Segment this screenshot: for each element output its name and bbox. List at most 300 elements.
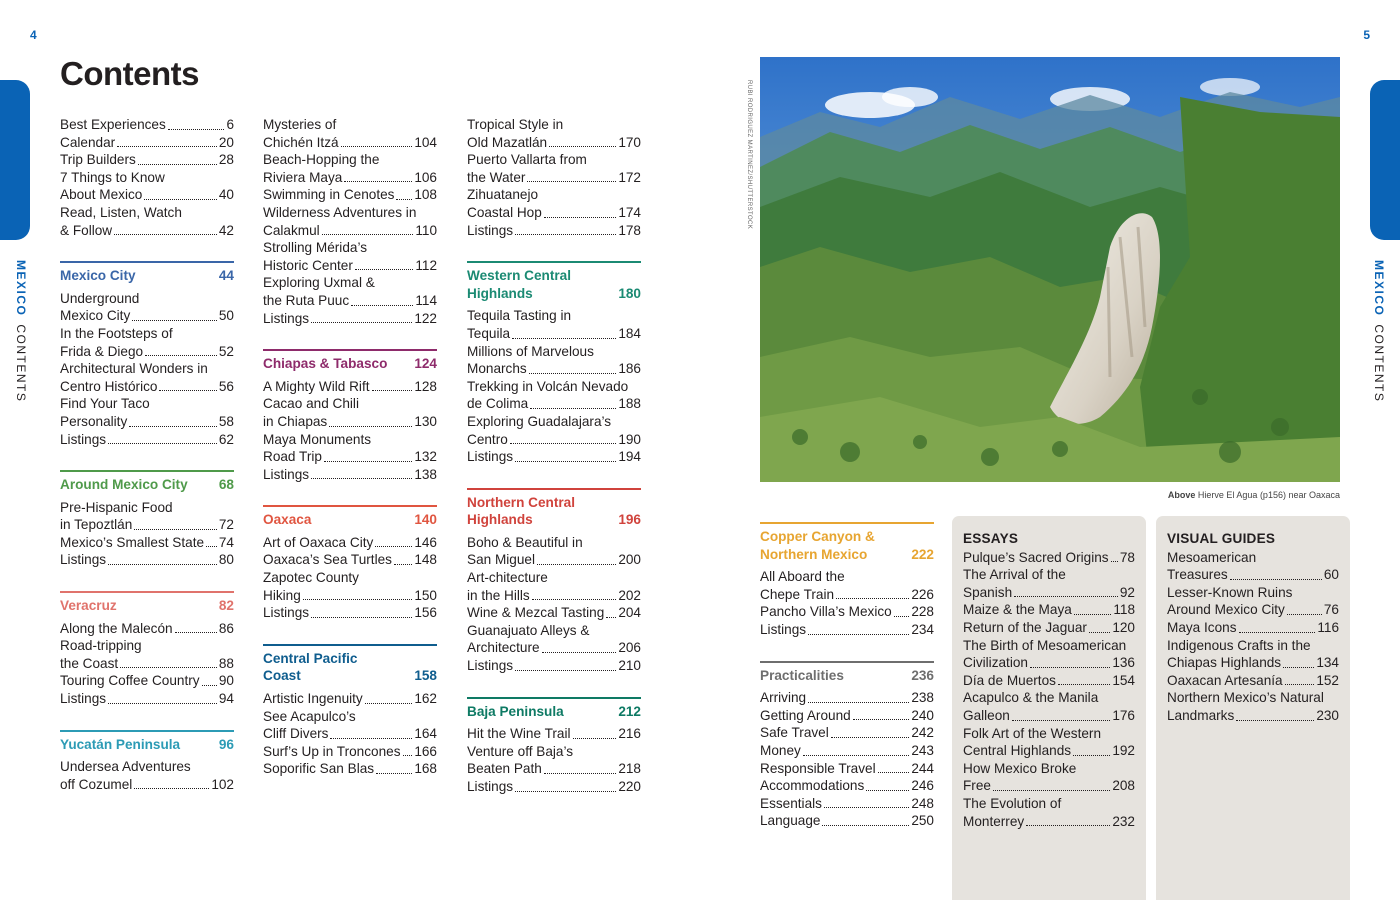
dot-leader [375, 546, 412, 547]
entry-page: 156 [414, 605, 437, 621]
entry-page: 186 [618, 361, 641, 377]
section-heading[interactable] [467, 267, 641, 302]
entry-title: About Mexico [60, 187, 143, 203]
section-title [263, 511, 311, 529]
section-title [467, 703, 564, 721]
section-page: 222 [911, 546, 934, 562]
entry-row [467, 760, 641, 778]
entry-title-line: Trekking in Volcán Nevado [467, 378, 629, 394]
entry-page: 78 [1119, 549, 1135, 565]
toc-entry[interactable] [963, 760, 1135, 795]
toc-section [760, 522, 934, 639]
entry-page: 220 [618, 779, 641, 794]
entry-row [1167, 601, 1339, 619]
section-title [760, 528, 875, 563]
entry-page: 62 [218, 431, 234, 447]
toc-entry[interactable] [760, 707, 934, 725]
entry-title: Landmarks [1167, 707, 1235, 723]
toc-column-1 [60, 116, 234, 815]
entry-page: 112 [415, 257, 437, 273]
dot-leader [114, 234, 217, 235]
toc-entry[interactable] [963, 725, 1135, 760]
dot-leader [108, 703, 217, 704]
dot-leader [808, 702, 909, 703]
entry-row [467, 395, 641, 413]
toc-entry[interactable] [963, 672, 1135, 690]
section-heading[interactable] [263, 650, 437, 685]
entry-title-line: Beach-Hopping the [263, 152, 380, 168]
entry-row [263, 186, 437, 204]
entry-title: & Follow [60, 222, 113, 238]
toc-entry[interactable] [60, 116, 234, 134]
entry-page: 128 [414, 378, 437, 394]
entry-page: 58 [218, 413, 234, 429]
dot-leader [510, 443, 617, 444]
toc-entry[interactable] [263, 116, 437, 151]
section-title [60, 597, 117, 615]
entry-page: 110 [415, 222, 437, 238]
entry-title-line: See Acapulco’s [263, 708, 356, 724]
entry-row [963, 549, 1135, 567]
entry-page: 226 [911, 586, 934, 602]
entry-page: 150 [414, 587, 437, 603]
toc-section [760, 661, 934, 830]
entry-row [60, 551, 234, 569]
toc-entry[interactable] [467, 343, 641, 378]
section-page: 196 [618, 512, 641, 528]
entry-page: 240 [911, 707, 934, 723]
entry-title: Pancho Villa’s Mexico [760, 604, 892, 620]
entry-title: Accommodations [760, 778, 865, 794]
entry-page: 218 [618, 761, 641, 777]
entry-title-line: Puerto Vallarta from [467, 152, 587, 168]
entry-title: Responsible Travel [760, 760, 876, 776]
entry-row [60, 378, 234, 396]
entry-row [963, 654, 1135, 672]
entry-row [60, 134, 234, 152]
dot-leader [403, 755, 413, 756]
side-label-right [1372, 260, 1386, 402]
dot-leader [549, 146, 616, 147]
toc-entry[interactable] [1167, 689, 1339, 724]
toc-entry[interactable] [467, 778, 641, 796]
entry-row [60, 620, 234, 638]
entry-title: Wine & Mezcal Tasting [467, 605, 605, 621]
toc-entry[interactable] [760, 742, 934, 760]
entry-row [263, 587, 437, 605]
section-page: 180 [618, 285, 641, 301]
toc-entry[interactable] [60, 151, 234, 169]
thumb-tab-left [0, 80, 30, 240]
section-title-line: Around Mexico City [60, 477, 188, 493]
dot-leader [355, 269, 413, 270]
toc-section [467, 488, 641, 675]
entry-row [467, 204, 641, 222]
entry-title: in Chiapas [263, 413, 328, 429]
entry-title: Road Trip [263, 449, 322, 465]
entry-title: Listings [60, 691, 107, 707]
entry-page: 56 [218, 378, 234, 394]
toc-entry[interactable] [60, 499, 234, 534]
section-heading[interactable] [60, 597, 234, 615]
toc-entry[interactable] [263, 274, 437, 309]
entry-row [263, 134, 437, 152]
entry-row [760, 777, 934, 795]
entry-title: Old Mazatlán [467, 134, 548, 150]
dot-leader [515, 791, 616, 792]
entry-page: 132 [414, 449, 437, 465]
dot-leader [344, 181, 412, 182]
toc-entry[interactable] [467, 448, 641, 466]
toc-entry[interactable] [60, 169, 234, 204]
entry-title-line: The Evolution of [963, 795, 1062, 811]
toc-entry[interactable] [263, 534, 437, 552]
toc-entry[interactable] [263, 395, 437, 430]
entry-title: the Water [467, 169, 526, 185]
entry-page: 146 [414, 534, 437, 550]
entry-row [263, 690, 437, 708]
entry-page: 174 [618, 204, 641, 220]
toc-entry[interactable] [60, 431, 234, 449]
dot-leader [341, 146, 413, 147]
toc-entry[interactable] [263, 551, 437, 569]
toc-entry[interactable] [60, 672, 234, 690]
entry-row [263, 257, 437, 275]
toc-entry[interactable] [760, 777, 934, 795]
dot-leader [542, 652, 617, 653]
entry-title: Along the Malecón [60, 620, 173, 636]
section-title [467, 267, 571, 302]
entry-title: Pulque’s Sacred Origins [963, 549, 1109, 565]
entry-title: Trip Builders [60, 152, 136, 168]
dot-leader [311, 478, 412, 479]
entry-page: 134 [1316, 655, 1339, 671]
section-heading[interactable] [263, 355, 437, 373]
dot-leader [365, 703, 413, 704]
entry-row [963, 601, 1135, 619]
entry-page: 114 [415, 292, 437, 308]
entry-title: Art of Oaxaca City [263, 534, 374, 550]
dot-leader [311, 617, 412, 618]
toc-entry[interactable] [963, 601, 1135, 619]
entry-title: A Mighty Wild Rift [263, 378, 370, 394]
entry-row [467, 778, 641, 796]
photo-credit: RUBI RODRIGUEZ MARTINEZ/SHUTTERSTOCK [746, 80, 752, 230]
entry-title: Essentials [760, 795, 822, 811]
toc-entry[interactable] [263, 431, 437, 466]
dot-leader [1111, 561, 1118, 562]
toc-entry[interactable] [60, 395, 234, 430]
side-label-contents: CONTENTS [14, 324, 28, 403]
entry-title: Calakmul [263, 222, 320, 238]
entry-title: Listings [467, 222, 514, 238]
entry-title: Listings [263, 605, 310, 621]
dot-leader [396, 199, 412, 200]
toc-entry[interactable] [60, 534, 234, 552]
toc-entry[interactable] [963, 619, 1135, 637]
toc-entry[interactable] [263, 378, 437, 396]
entry-page: 184 [618, 325, 641, 341]
toc-entry[interactable] [263, 466, 437, 484]
entry-title-line: Exploring Guadalajara’s [467, 413, 612, 429]
landscape-image [760, 57, 1340, 482]
toc-entry[interactable] [60, 204, 234, 239]
entry-row [963, 619, 1135, 637]
entry-row [467, 134, 641, 152]
dot-leader [1014, 596, 1118, 597]
entry-row [467, 222, 641, 240]
entry-title: Free [963, 778, 991, 794]
toc-entry[interactable] [467, 307, 641, 342]
toc-entry[interactable] [263, 239, 437, 274]
toc-entry[interactable] [1167, 584, 1339, 619]
toc-entry[interactable] [467, 534, 641, 569]
toc-entry[interactable] [60, 620, 234, 638]
toc-entry[interactable] [467, 743, 641, 778]
toc-entry[interactable] [60, 134, 234, 152]
entry-title-line: Acapulco & the Manila [963, 690, 1099, 706]
entry-page: 106 [414, 169, 437, 185]
entry-row [60, 186, 234, 204]
toc-entry[interactable] [963, 795, 1135, 830]
dot-leader [132, 320, 217, 321]
dot-leader [311, 322, 412, 323]
dot-leader [330, 738, 412, 739]
dot-leader [134, 788, 209, 789]
dot-leader [544, 217, 617, 218]
toc-entry[interactable] [1167, 637, 1339, 672]
section-heading[interactable] [467, 494, 641, 529]
toc-entry[interactable] [467, 657, 641, 675]
dot-leader [206, 546, 217, 547]
entry-row [467, 639, 641, 657]
entry-row [760, 621, 934, 639]
toc-entry[interactable] [963, 689, 1135, 724]
dot-leader [168, 129, 225, 130]
toc-entry[interactable] [467, 622, 641, 657]
toc-entry[interactable] [263, 604, 437, 622]
entry-title: Frida & Diego [60, 343, 144, 359]
entry-row [60, 151, 234, 169]
toc-entry[interactable] [263, 186, 437, 204]
entry-title: in the Hills [467, 587, 530, 603]
toc-entry[interactable] [1167, 672, 1339, 690]
toc-entry[interactable] [1167, 549, 1339, 584]
entry-row [467, 604, 641, 622]
entry-row [467, 551, 641, 569]
section-title-line: Northern Central [467, 494, 576, 510]
entry-title-line: How Mexico Broke [963, 760, 1077, 776]
toc-entry[interactable] [760, 795, 934, 813]
section-rule [60, 261, 234, 263]
dot-leader [515, 670, 616, 671]
section-heading[interactable] [60, 476, 234, 494]
section-title-line: Northern Mexico [760, 546, 868, 562]
toc-entry[interactable] [467, 222, 641, 240]
toc-entry[interactable] [963, 566, 1135, 601]
toc-entry[interactable] [467, 725, 641, 743]
entry-page: 88 [218, 655, 234, 671]
entry-title: Listings [467, 449, 514, 465]
entry-row [467, 657, 641, 675]
toc-entry[interactable] [263, 708, 437, 743]
entry-page: 152 [1316, 672, 1339, 688]
entry-title: off Cozumel [60, 776, 133, 792]
entry-title-line: Strolling Mérida’s [263, 240, 368, 256]
entry-title-line: Pre-Hispanic Food [60, 499, 173, 515]
entry-page: 40 [218, 187, 234, 203]
dot-leader [515, 234, 616, 235]
section-title-line: Baja Peninsula [467, 703, 564, 719]
entry-title-line: Find Your Taco [60, 396, 150, 412]
section-heading[interactable] [60, 267, 234, 285]
entry-title: Chichén Itzá [263, 134, 339, 150]
toc-entry[interactable] [263, 151, 437, 186]
toc-entry[interactable] [760, 621, 934, 639]
toc-entry[interactable] [263, 204, 437, 239]
toc-entry[interactable] [467, 378, 641, 413]
entry-title-line: In the Footsteps of [60, 325, 173, 341]
dot-leader [351, 305, 413, 306]
toc-entry[interactable] [760, 812, 934, 830]
section-heading[interactable] [760, 528, 934, 563]
section-page: 44 [218, 268, 234, 284]
section-title [60, 267, 136, 285]
dot-leader [1230, 579, 1322, 580]
entry-title-line: Underground [60, 290, 140, 306]
entry-title: Arriving [760, 690, 807, 706]
entry-title: Listings [263, 466, 310, 482]
section-heading[interactable] [60, 736, 234, 754]
entry-row [60, 222, 234, 240]
entry-title-line: The Arrival of the [963, 567, 1066, 583]
entry-page: 234 [911, 621, 934, 637]
toc-entry[interactable] [60, 758, 234, 793]
entry-page: 136 [1112, 655, 1135, 671]
entry-row [760, 742, 934, 760]
entry-page: 248 [911, 795, 934, 811]
section-heading[interactable] [760, 667, 934, 685]
toc-entry[interactable] [760, 568, 934, 603]
toc-section [60, 591, 234, 708]
toc-entry[interactable] [467, 151, 641, 186]
entry-row [60, 431, 234, 449]
dot-leader [515, 461, 616, 462]
entry-page: 176 [1112, 707, 1135, 723]
entry-title: the Coast [60, 655, 119, 671]
entry-title: Tequila [467, 325, 511, 341]
section-page: 140 [414, 512, 437, 528]
dot-leader [138, 164, 217, 165]
toc-entry[interactable] [1167, 619, 1339, 637]
dot-leader [532, 599, 617, 600]
entry-row [263, 378, 437, 396]
entry-title: Hiking [263, 587, 301, 603]
entry-title-line: Boho & Beautiful in [467, 534, 583, 550]
entry-title: Safe Travel [760, 725, 829, 741]
entry-title: Civilization [963, 655, 1028, 671]
toc-entry[interactable] [60, 690, 234, 708]
entry-page: 208 [1112, 778, 1135, 794]
entry-row [263, 413, 437, 431]
dot-leader [120, 667, 217, 668]
section-heading[interactable] [263, 511, 437, 529]
toc-entry[interactable] [467, 569, 641, 604]
section-heading[interactable] [467, 703, 641, 721]
dot-leader [824, 807, 909, 808]
toc-entry[interactable] [60, 360, 234, 395]
toc-section [263, 505, 437, 622]
toc-entry[interactable] [263, 310, 437, 328]
entry-row [60, 672, 234, 690]
entry-row [263, 169, 437, 187]
toc-column-4 [760, 522, 934, 852]
entry-row [963, 584, 1135, 602]
toc-section [467, 261, 641, 466]
toc-entry[interactable] [760, 603, 934, 621]
toc-entry[interactable] [263, 743, 437, 761]
entry-title: Coastal Hop [467, 204, 542, 220]
entry-page: 192 [1112, 743, 1135, 759]
entry-page: 210 [618, 658, 641, 674]
toc-entry[interactable] [467, 186, 641, 221]
section-rule [263, 505, 437, 507]
toc-entry[interactable] [60, 551, 234, 569]
toc-entry[interactable] [467, 116, 641, 151]
entry-row [263, 222, 437, 240]
toc-entry[interactable] [263, 690, 437, 708]
entry-page: 86 [218, 620, 234, 636]
dot-leader [372, 390, 413, 391]
entry-page: 204 [618, 605, 641, 621]
toc-entry[interactable] [60, 637, 234, 672]
entry-title-line: Indigenous Crafts in the [1167, 637, 1311, 653]
entry-row [963, 777, 1135, 795]
entry-row [263, 292, 437, 310]
entry-row [1167, 566, 1339, 584]
toc-entry[interactable] [60, 290, 234, 325]
entry-page: 228 [911, 604, 934, 620]
section-rule [467, 488, 641, 490]
entry-page: 246 [911, 778, 934, 794]
dot-leader [1236, 720, 1314, 721]
entry-row [263, 534, 437, 552]
toc-entry[interactable] [963, 549, 1135, 567]
toc-entry[interactable] [60, 325, 234, 360]
entry-title: Calendar [60, 134, 116, 150]
toc-entry[interactable] [963, 637, 1135, 672]
toc-entry[interactable] [760, 724, 934, 742]
entry-title: Galleon [963, 707, 1010, 723]
essays-box [952, 516, 1146, 900]
entry-page: 118 [1113, 602, 1135, 618]
entry-row [467, 325, 641, 343]
toc-entry[interactable] [263, 760, 437, 778]
toc-entry[interactable] [760, 689, 934, 707]
dot-leader [1089, 632, 1110, 633]
toc-entry[interactable] [263, 569, 437, 604]
section-title [60, 476, 188, 494]
toc-entry[interactable] [467, 413, 641, 448]
section-rule [60, 470, 234, 472]
dot-leader [808, 634, 909, 635]
section-title-line: Oaxaca [263, 512, 312, 528]
dot-leader [527, 181, 616, 182]
toc-entry[interactable] [467, 604, 641, 622]
toc-entry[interactable] [760, 760, 934, 778]
entry-row [467, 448, 641, 466]
section-page: 82 [218, 598, 234, 614]
